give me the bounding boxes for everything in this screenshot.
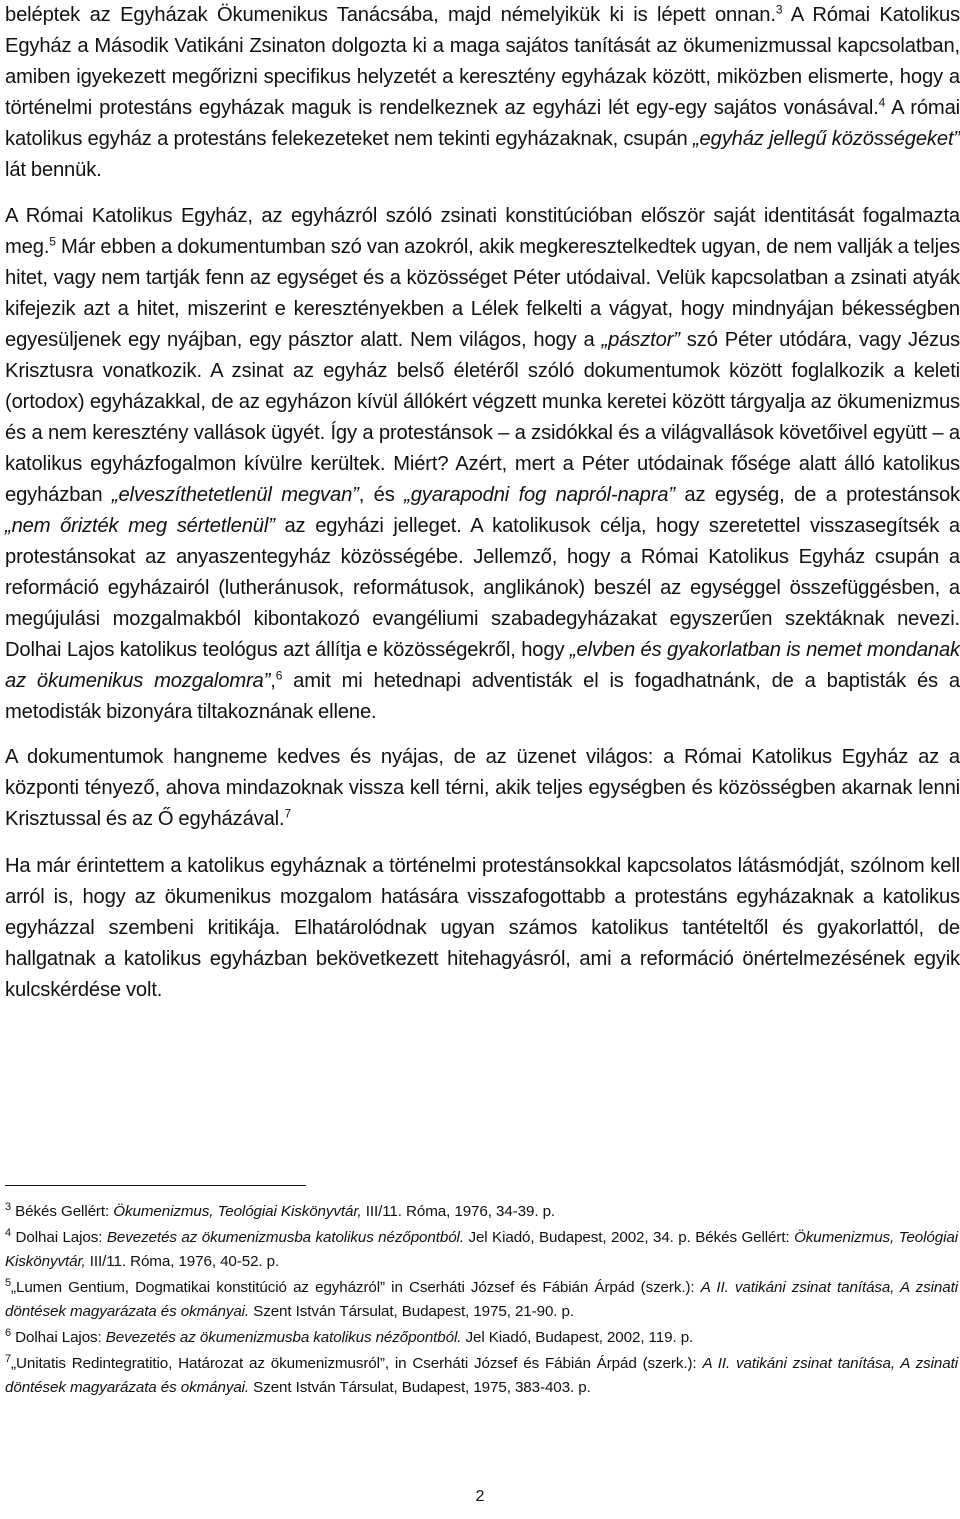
text-span: Békés Gellért: <box>11 1203 114 1220</box>
text-span: beléptek az Egyházak Ökumenikus Tanácsába, majd némelyikük ki is lépett onnan. <box>5 4 776 26</box>
text-span: A dokumentumok hangneme kedves és nyájas, de az üzenet világos: a Római Katolikus Egyház az a központi tényező, ahova mindazoknak vissza kell térni, akik teljes egységben és közösségben akarnak lenni Krisztussal és az Ő egyházával. <box>5 746 960 830</box>
footnote-6 <box>5 1326 958 1350</box>
text-span: , és <box>358 484 405 506</box>
footnote-ref-4[interactable]: 4 <box>878 95 886 110</box>
text-span: Ha már érintettem a katolikus egyháznak a történelmi protestánsokkal kapcsolatos látásmódját, szólnom kell arról is, hogy az ökumenikus mozgalom hatására visszafogottabb a protestáns egyházaknak a katolikus egyházzal szembeni kritikája. Elhatárolódnak ugyan számos katolikus tantételtől és gyakorlattól, de hallgatnak a katolikus egyházban bekövetkezett hitehagyásról, ami a reformáció önértelmezésének egyik kulcskérdése volt. <box>5 855 960 1001</box>
text-span: Dolhai Lajos: <box>11 1329 106 1346</box>
text-span: amit mi hetednapi adventisták el is fogadhatnánk, de a baptisták és a metodisták bizonyára tiltakoznának ellene. <box>5 670 960 723</box>
text-span: III/11. Róma, 1976, 34-39. p. <box>361 1203 556 1220</box>
italic-title: Ökumenizmus, Teológiai Kiskönyvtár, <box>5 1229 958 1270</box>
italic-title: Bevezetés az ökumenizmusba katolikus nézőpontból. <box>105 1329 462 1346</box>
text-span: „Unitatis Redintegratitio, Határozat az ökumenizmusról”, in Cserháti József és Fábián Árpád (szerk.): <box>11 1355 703 1372</box>
footnote-number: 5 <box>5 1276 12 1289</box>
text-span: III/11. Róma, 1976, 40-52. p. <box>85 1253 280 1270</box>
italic-title: A II. vatikáni zsinat tanítása, A zsinati döntések magyarázata és okmányai. <box>5 1279 959 1320</box>
footnote-number: 7 <box>5 1352 12 1365</box>
text-span: Szent István Társulat, Budapest, 1975, 383-403. p. <box>249 1379 591 1396</box>
footnote-number: 4 <box>5 1226 12 1239</box>
paragraph-3 <box>5 742 960 835</box>
text-span: , <box>270 670 276 692</box>
footnote-ref-6[interactable]: 6 <box>275 668 283 683</box>
footnotes <box>5 1200 958 1400</box>
page-number: 2 <box>475 1488 485 1505</box>
italic-title: Bevezetés az ökumenizmusba katolikus nézőpontból. <box>106 1229 464 1246</box>
footnote-ref-3[interactable]: 3 <box>775 2 783 17</box>
italic-title: A II. vatikáni zsinat tanítása, A zsinati döntések magyarázata és okmányai. <box>5 1355 958 1396</box>
footnote-4 <box>5 1226 958 1274</box>
text-span: A Római Katolikus Egyház a Második Vatikáni Zsinaton dolgozta ki a maga sajátos tanítását az ökumenizmussal kapcsolatban, amiben igyekezett megőrizni specifikus helyzetét a keresztény egyházak között, miközben elismerte, hogy a történelmi protestáns egyházak maguk is rendelkeznek az egyházi lét egy-egy sajátos vonásával. <box>5 4 960 119</box>
body-text <box>5 0 960 1006</box>
text-span: Már ebben a dokumentumban szó van azokról, akik megkeresztelkedtek ugyan, de nem vallják a teljes hitet, vagy nem tartják fenn az egységet és a közösséget Péter utódaival. Velük kapcsolatban a zsinati atyák kifejezik azt a hitet, miszerint e keresztényekben a Lélek felkelti a vágyat, hogy mindnyájan békességben egyesüljenek egy nyájban, egy pásztor alatt. Nem világos, hogy a <box>5 236 960 351</box>
text-span: az egyházi jelleget. A katolikusok célja, hogy szeretettel visszasegítsék a protestánsokat az anyaszentegyház közösségébe. Jellemző, hogy a Római Katolikus Egyház csupán a reformáció egyházairól (lutheránusok, reformátusok, anglikánok) beszél az egységgel összefüggésben, a megújulási mozgalmakból kibontakozó evangéliumi szabadegyházakat egyszerűen szektáknak nevezi. Dolhai Lajos katolikus teológus azt állítja e közösségekről, hogy <box>5 515 960 661</box>
text-span: „Lumen Gentium, Dogmatikai konstitúció az egyházról” in Cserháti József és Fábián Árpád (szerk.): <box>11 1279 701 1296</box>
text-span: Dolhai Lajos: <box>11 1229 107 1246</box>
footnote-number: 3 <box>5 1200 12 1213</box>
text-span: lát bennük. <box>5 159 102 181</box>
footnote-3 <box>5 1200 958 1224</box>
footnote-ref-7[interactable]: 7 <box>284 806 291 821</box>
text-span: Jel Kiadó, Budapest, 2002, 34. p. Békés Gellért: <box>463 1229 795 1246</box>
text-span: A római katolikus egyház a protestáns felekezeteket nem tekinti egyházaknak, csupán <box>5 97 960 150</box>
italic-quote: „elveszíthetetlenül megvan” <box>111 484 359 506</box>
footnote-separator <box>5 1185 306 1186</box>
text-span: az egység, de a protestánsok <box>674 484 960 506</box>
italic-quote: „elvben és gyakorlatban is nemet mondanak az ökumenikus mozgalomra” <box>5 639 960 692</box>
paragraph-2 <box>5 201 960 728</box>
footnote-5 <box>5 1276 958 1324</box>
italic-quote: „pásztor” <box>601 329 680 351</box>
text-span: szó Péter utódára, vagy Jézus Krisztusra vonatkozik. A zsinat az egyház belső életéről szóló dokumentumok között foglalkozik a keleti (ortodox) egyházakkal, de az egyházon kívül állókért végzett munka keretei között tárgyalja az ökumenizmus és a nem keresztény vallások ügyét. Így a protestánsok – a zsidókkal és a világvallások követőivel együtt – a katolikus egyházfogalmon kívülre kerültek. Miért? Azért, mert a Péter utódainak fősége alatt álló katolikus egyházban <box>5 329 960 506</box>
footnote-ref-5[interactable]: 5 <box>49 234 56 249</box>
footnote-number: 6 <box>5 1326 12 1339</box>
italic-title: Ökumenizmus, Teológiai Kiskönyvtár, <box>113 1203 362 1220</box>
italic-quote: „gyarapodni fog napról-napra” <box>404 484 675 506</box>
paragraph-4 <box>5 851 960 1006</box>
italic-quote: „nem őrizték meg sértetlenül” <box>5 515 275 537</box>
footnote-7 <box>5 1352 958 1400</box>
paragraph-1 <box>5 0 960 186</box>
text-span: A Római Katolikus Egyház, az egyházról szóló zsinati konstitúcióban először saját identitását fogalmazta meg. <box>5 205 960 258</box>
italic-quote: „egyház jellegű közösségeket” <box>692 128 960 150</box>
text-span: Jel Kiadó, Budapest, 2002, 119. p. <box>461 1329 694 1346</box>
text-span: Szent István Társulat, Budapest, 1975, 21-90. p. <box>249 1303 574 1320</box>
